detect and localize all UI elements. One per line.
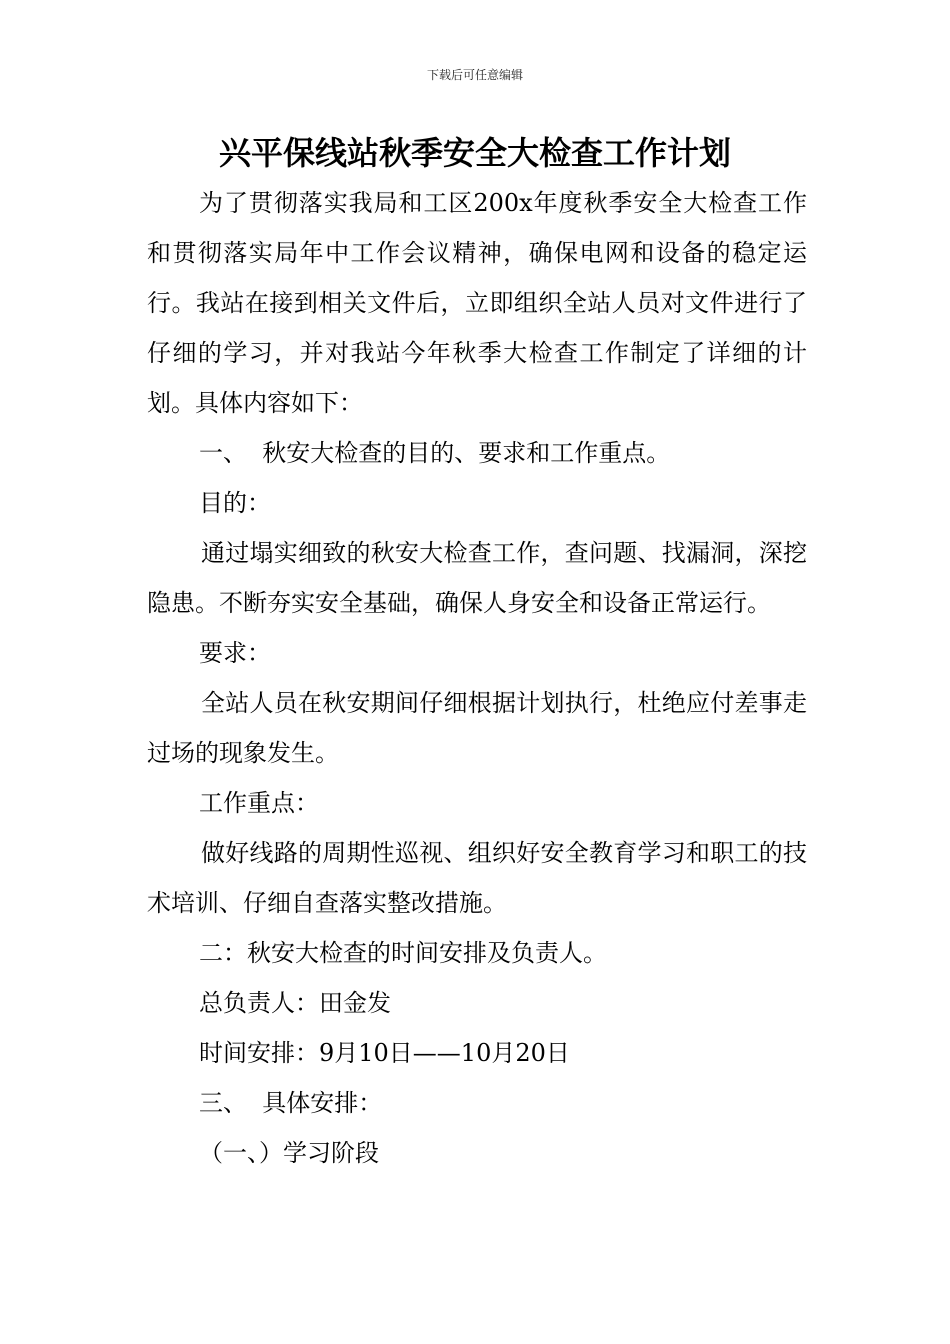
section-3-heading: 三、 具体安排：	[199, 1089, 383, 1117]
schedule-line: 时间安排：9月10日——10月20日	[199, 1039, 570, 1067]
purpose-label: 目的：	[199, 489, 271, 517]
requirement-label: 要求：	[199, 639, 271, 667]
page-header-note: 下载后可任意编辑	[426, 68, 523, 82]
focus-paragraph: 做好线路的周期性巡视、组织好安全教育学习和职工的技术培训、仔细自查落实整改措施。	[147, 839, 807, 917]
focus-label: 工作重点：	[199, 789, 319, 817]
purpose-paragraph: 通过塌实细致的秋安大检查工作，查问题、找漏洞，深挖隐患。不断夯实安全基础，确保人身安全和设备正常运行。	[147, 539, 807, 617]
intro-paragraph: 为了贯彻落实我局和工区200x年度秋季安全大检查工作和贯彻落实局年中工作会议精神，确保电网和设备的稳定运行。我站在接到相关文件后，立即组织全站人员对文件进行了仔细的学习，并对我站今年秋季大检查工作制定了详细的计划。具体内容如下：	[147, 189, 807, 417]
requirement-paragraph: 全站人员在秋安期间仔细根据计划执行，杜绝应付差事走过场的现象发生。	[147, 689, 807, 767]
document-body	[147, 178, 807, 1178]
section-2-heading: 二：秋安大检查的时间安排及负责人。	[199, 939, 607, 967]
section-1-heading: 一、 秋安大检查的目的、要求和工作重点。	[199, 439, 671, 467]
subsection-1-heading: （一、）学习阶段	[199, 1139, 379, 1167]
document-title: 兴平保线站秋季安全大检查工作计划	[218, 134, 731, 172]
leader-line: 总负责人：田金发	[199, 989, 391, 1017]
